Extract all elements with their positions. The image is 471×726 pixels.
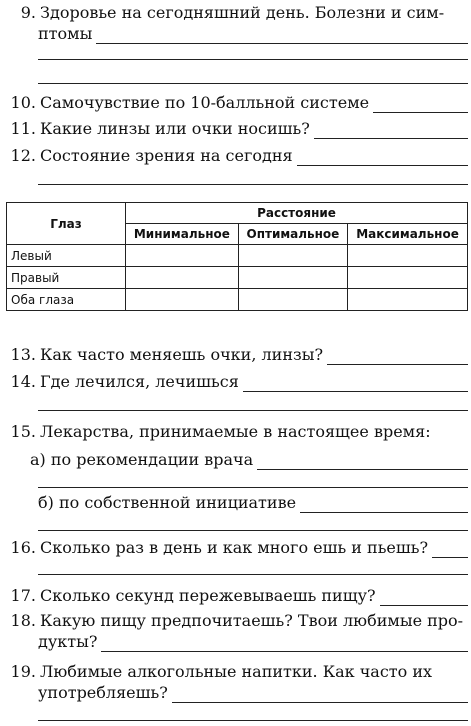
question-text: Какие линзы или очки носишь? <box>40 119 310 138</box>
question-text: Сколько раз в день и как много ешь и пьешь? <box>40 538 429 557</box>
question-number: 16. <box>10 538 36 557</box>
question-text: Сколько секунд пережевываешь пищу? <box>40 586 376 605</box>
table-cell[interactable] <box>126 267 239 289</box>
question-18-continuation <box>38 631 468 652</box>
column-header-eye: Глаз <box>7 203 126 245</box>
question-text-continued: птомы <box>38 24 93 43</box>
table-row <box>7 289 468 311</box>
question-number: 9. <box>20 3 36 22</box>
question-15-b <box>38 492 468 513</box>
question-15-a <box>30 449 468 470</box>
question-number: 19. <box>10 662 36 681</box>
answer-line[interactable] <box>373 97 468 113</box>
table-cell[interactable] <box>238 245 347 267</box>
answer-line[interactable] <box>96 28 468 44</box>
question-text: Лекарства, принимаемые в настоящее время: <box>40 422 431 441</box>
answer-line[interactable] <box>432 542 468 558</box>
answer-line[interactable] <box>38 720 468 721</box>
answer-line[interactable] <box>38 410 468 411</box>
answer-line[interactable] <box>327 349 468 365</box>
question-text: Здоровье на сегодняшний день. Болезни и сим- <box>40 3 445 22</box>
question-15 <box>0 421 468 442</box>
question-10 <box>0 92 468 113</box>
column-header-distance: Расстояние <box>126 203 468 224</box>
answer-line[interactable] <box>380 590 468 606</box>
table-cell[interactable] <box>348 245 468 267</box>
question-9-continuation <box>38 23 468 44</box>
table-cell[interactable] <box>348 267 468 289</box>
table-row <box>7 245 468 267</box>
question-number: 17. <box>10 586 36 605</box>
subheader-min: Минимальное <box>126 224 239 245</box>
question-number: 18. <box>10 611 36 630</box>
table-cell[interactable] <box>126 245 239 267</box>
question-9 <box>0 2 468 23</box>
vision-table <box>6 202 468 311</box>
sub-option-b: б) по собственной инициативе <box>38 493 297 512</box>
question-number: 14. <box>10 372 36 391</box>
question-text: Состояние зрения на сегодня <box>40 146 293 165</box>
subheader-opt: Оптимальное <box>238 224 347 245</box>
question-12 <box>0 145 468 166</box>
question-text: Какую пищу предпочитаешь? Твои любимые про- <box>40 611 464 630</box>
answer-line[interactable] <box>38 487 468 488</box>
row-label: Правый <box>7 267 126 289</box>
question-14 <box>0 371 468 392</box>
question-text-continued: дукты? <box>38 632 98 651</box>
table-cell[interactable] <box>238 267 347 289</box>
answer-line[interactable] <box>38 530 468 531</box>
question-11 <box>0 118 468 139</box>
answer-line[interactable] <box>172 687 468 703</box>
question-number: 12. <box>10 146 36 165</box>
question-text: Где лечился, лечишься <box>40 372 239 391</box>
question-19 <box>0 661 468 682</box>
question-number: 13. <box>10 345 36 364</box>
question-18 <box>0 610 468 631</box>
answer-line[interactable] <box>101 636 468 652</box>
answer-line[interactable] <box>257 454 468 470</box>
question-19-continuation <box>38 682 468 703</box>
table-cell[interactable] <box>238 289 347 311</box>
answer-line[interactable] <box>243 376 468 392</box>
question-text-continued: употребляешь? <box>38 683 168 702</box>
question-text: Как часто меняешь очки, линзы? <box>40 345 324 364</box>
question-text: Любимые алкогольные напитки. Как часто их <box>40 662 433 681</box>
answer-line[interactable] <box>300 497 468 513</box>
answer-line[interactable] <box>38 83 468 84</box>
question-13 <box>0 344 468 365</box>
answer-line[interactable] <box>38 574 468 575</box>
answer-line[interactable] <box>38 184 468 185</box>
row-label: Оба глаза <box>7 289 126 311</box>
question-number: 15. <box>10 422 36 441</box>
answer-line[interactable] <box>314 123 468 139</box>
sub-option-a: а) по рекомендации врача <box>30 450 254 469</box>
table-row <box>7 267 468 289</box>
question-17 <box>0 585 468 606</box>
table-cell[interactable] <box>126 289 239 311</box>
table-cell[interactable] <box>348 289 468 311</box>
answer-line[interactable] <box>38 59 468 60</box>
subheader-max: Максимальное <box>348 224 468 245</box>
question-text: Самочувствие по 10-балльной системе <box>40 93 370 112</box>
question-16 <box>0 537 468 558</box>
answer-line[interactable] <box>297 150 468 166</box>
question-number: 11. <box>10 119 36 138</box>
question-number: 10. <box>10 93 36 112</box>
row-label: Левый <box>7 245 126 267</box>
